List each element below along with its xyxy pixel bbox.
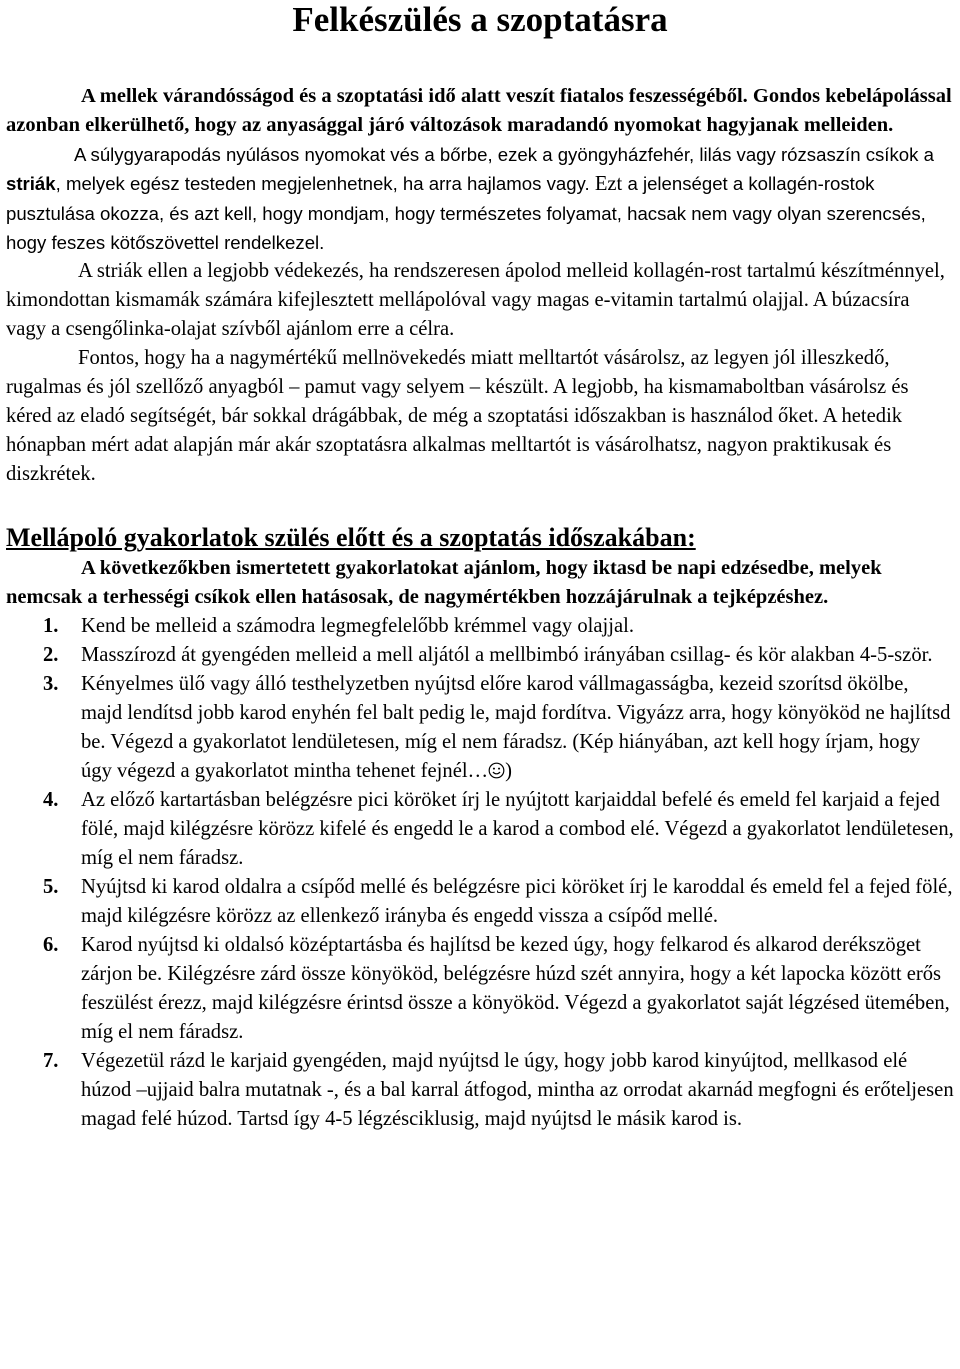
paragraph-striae-start: A súlygyarapodás nyúlásos nyomokat vés a bőrbe, ezek a gyöngyházfehér, lilás vagy rózsaszín csíkok a xyxy=(74,144,934,165)
section-heading: Mellápoló gyakorlatok szülés előtt és a szoptatás időszakában: xyxy=(6,523,696,552)
list-number: 2. xyxy=(43,644,59,666)
paragraph-striae-end: , melyek egész testeden megjelenhetnek, ha arra hajlamos vagy. xyxy=(55,173,590,194)
list-item-tail: ) xyxy=(505,760,513,782)
list-number: 1. xyxy=(43,615,59,637)
list-item xyxy=(6,1047,954,1134)
list-number: 4. xyxy=(43,789,59,811)
list-item-text: Karod nyújtsd ki oldalsó középtartásba és hajlítsd be kezed úgy, hogy felkarod és alkarod derékszöget zárjon be. Kilégzésre zárd össze könyököd, belégzésre húzd szét annyira, hogy a két lapocka között erős feszülést érezz, majd kilégzésre érintsd össze a könyököd. Végezd a gyakorlatot saját légzésed ütemében, míg el nem fáradsz. xyxy=(81,934,950,1043)
intro-paragraph: A mellek várandósságod és a szoptatási idő alatt veszít fiatalos feszességéből. Gondos kebelápolással azonban elkerülhető, hogy az anyasággal járó változások maradandó nyomokat hagyjanak melleiden. xyxy=(6,85,952,136)
paragraph-bra: Fontos, hogy ha a nagymértékű mellnövekedés miatt melltartót vásárolsz, az legyen jól illeszkedő, rugalmas és jól szellőző anyagból – pamut vagy selyem – készült. A legjobb, ha kismamaboltban vásárolsz és kéred az eladó segítségét, bár sokkal drágábbak, de még a szoptatási időszakban is használod őket. A hetedik hónapban mért adat alapján már akár szoptatásra alkalmas melltartót is vásárolhatsz, nagyon praktikusak és diszkrétek. xyxy=(6,347,909,485)
list-item xyxy=(6,786,954,873)
list-item xyxy=(6,641,954,670)
paragraph-protection: A striák ellen a legjobb védekezés, ha rendszeresen ápolod melleid kollagén-rost tartalmú készítménnyel, kimondottan kismamák számára kifejlesztett mellápolóval vagy magas e-vitamin tartalmú olajjal. A búzacsíra vagy a csengőlinka-olajat szívből ajánlom erre a célra. xyxy=(6,260,945,340)
list-item-text: Végezetül rázd le karjaid gyengéden, majd nyújtsd le úgy, hogy jobb karod kinyújtod, mellkasod elé húzod –ujjaid balra mutatnak -, és a bal karral átfogod, mintha az orrodat akarnád megfogni és erőteljesen magad felé húzod. Tartsd így 4-5 légzésciklusig, majd nyújtsd le másik karod is. xyxy=(81,1050,954,1130)
list-number: 7. xyxy=(43,1050,59,1072)
list-number: 3. xyxy=(43,673,59,695)
list-item xyxy=(6,670,954,786)
list-item-text: Kényelmes ülő vagy álló testhelyzetben nyújtsd előre karod vállmagasságba, kezeid szorítsd ökölbe, majd lendítsd jobb karod enyhén fel balt pedig le, majd fordítva. Vigyázz arra, hogy könyököd ne hajlítsd be. Végezd a gyakorlatot lendületesen, míg el nem fáradsz. (Kép hiányában, azt kell hogy írjam, hogy úgy végezd a gyakorlatot mintha tehenet fejnél… xyxy=(81,673,951,782)
exercise-list xyxy=(6,612,954,1134)
list-item xyxy=(6,873,954,931)
smiley-face-icon xyxy=(488,762,505,779)
section-intro: A következőkben ismertetett gyakorlatokat ajánlom, hogy iktasd be napi edzésedbe, melyek nemcsak a terhességi csíkok ellen hatásosak, de nagymértékben hozzájárulnak a tejképzéshez. xyxy=(6,557,882,608)
list-item-text: Nyújtsd ki karod oldalra a csípőd mellé és belégzésre pici köröket írj le karoddal és emeld fel a fejed fölé, majd kilégzésre körözz az ellenkező irányba és engedd vissza a csípőd mellé. xyxy=(81,876,953,927)
list-item-text: Masszírozd át gyengéden melleid a mell aljától a mellbimbó irányában csillag- és kör alakban 4-5-ször. xyxy=(81,644,933,666)
paragraph-striae xyxy=(6,140,954,257)
paragraph-striae-continuation: a jelenséget a kollagén-rostok pusztulása okozza, és azt kell, hogy mondjam, hogy természetes folyamat, hacsak nem vagy olyan szerencsés, hogy feszes kötőszövettel rendelkezel. xyxy=(6,173,926,253)
striae-term: striák xyxy=(6,173,56,194)
paragraph-striae-serif-word: Ezt xyxy=(594,173,623,195)
list-item-text: Kend be melleid a számodra legmegfelelőbb krémmel vagy olajjal. xyxy=(81,615,634,637)
page-title: Felkészülés a szoptatásra xyxy=(292,0,668,39)
list-item-text: Az előző kartartásban belégzésre pici köröket írj le nyújtott karjaiddal befelé és emeld fel karjaid a fejed fölé, majd kilégzésre körözz kifelé és engedd le a karod a combod elé. Végezd a gyakorlatot lendületesen, míg el nem fáradsz. xyxy=(81,789,954,869)
list-number: 6. xyxy=(43,934,59,956)
list-item xyxy=(6,931,954,1047)
list-number: 5. xyxy=(43,876,59,898)
list-item xyxy=(6,612,954,641)
